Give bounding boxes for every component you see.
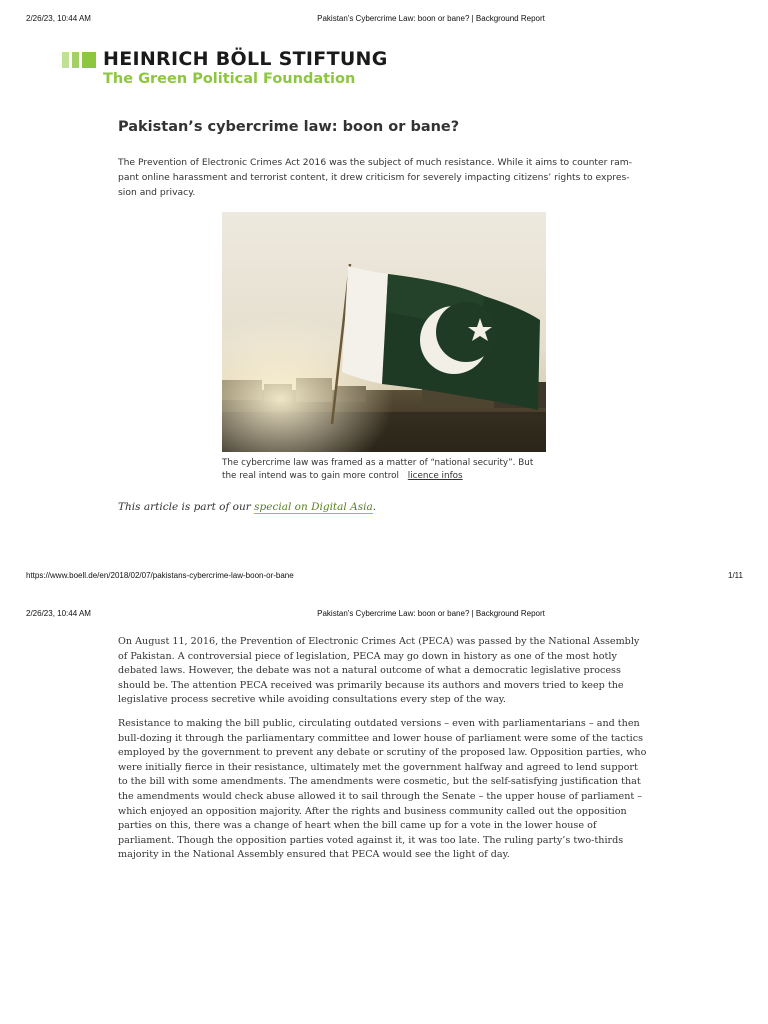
article-intro: The Prevention of Electronic Crimes Act 2016 was the subject of much resistance. While it aims to counter ram-pant online harassment and terrorist content, it drew criticism for severely impacting citizens’ rights to expres-sion and privacy. (118, 157, 633, 198)
print-date-header: 2/26/23, 10:44 AM (26, 14, 91, 23)
article-photo-pakistan-flag (222, 212, 546, 452)
logo-wordmark[interactable]: HEINRICH BÖLL STIFTUNG (103, 48, 388, 70)
logo-mark-icon (62, 52, 96, 68)
special-note (118, 501, 376, 513)
special-note-suffix: . (372, 501, 377, 513)
photo-caption (222, 457, 546, 483)
logo-tagline: The Green Political Foundation (103, 71, 356, 87)
print-page-number: 1/11 (728, 571, 743, 580)
print-title-header: Pakistan's Cybercrime Law: boon or bane? | Background Report (317, 14, 545, 23)
photo-caption-text: The cybercrime law was framed as a matter of “national security”. But the real intend was to gain more control (222, 458, 534, 481)
print-date-header-page2: 2/26/23, 10:44 AM (26, 609, 91, 618)
special-digital-asia-link[interactable]: special on Digital Asia (254, 501, 373, 513)
body-paragraph-2: Resistance to making the bill public, circulating outdated versions – even with parliamentarians – and then bull-dozing it through the parliamentary committee and lower house of parliament were some of the tactics employed by the government to prevent any debate or scrutiny of the proposed law. Opposition parties, who were initially fierce in their resistance, ultimately met the government halfway and agreed to lend support to the bill with some amendments. The amendments were cosmetic, but the self-satisfying justification that the amendments would check abuse allowed it to sail through the Senate – the upper house of parliament – which enjoyed an opposition majority. After the rights and business community called out the opposition parties on this, there was a change of heart when the bill came up for a vote in the lower house of parliament. Though the opposition parties voted against it, it was too late. The ruling party’s two-thirds majority in the National Assembly ensured that PECA would see the light of day. (118, 718, 647, 861)
licence-infos-link[interactable]: licence infos (407, 471, 463, 481)
body-paragraph-1: On August 11, 2016, the Prevention of Electronic Crimes Act (PECA) was passed by the National Assembly of Pakistan. A controversial piece of legislation, PECA may go down in history as one of the most hotly debated laws. However, the debate was not a natural outcome of what a democratic legislative process should be. The attention PECA received was primarily because its authors and movers tried to keep the legislative process secretive while avoiding consultations every step of the way. (118, 636, 640, 706)
print-title-header-page2: Pakistan's Cybercrime Law: boon or bane? | Background Report (317, 609, 545, 618)
article-title: Pakistan’s cybercrime law: boon or bane? (118, 119, 460, 135)
special-note-prefix: This article is part of our (118, 501, 255, 513)
print-url-footer[interactable]: https://www.boell.de/en/2018/02/07/pakistans-cybercrime-law-boon-or-bane (26, 571, 294, 580)
